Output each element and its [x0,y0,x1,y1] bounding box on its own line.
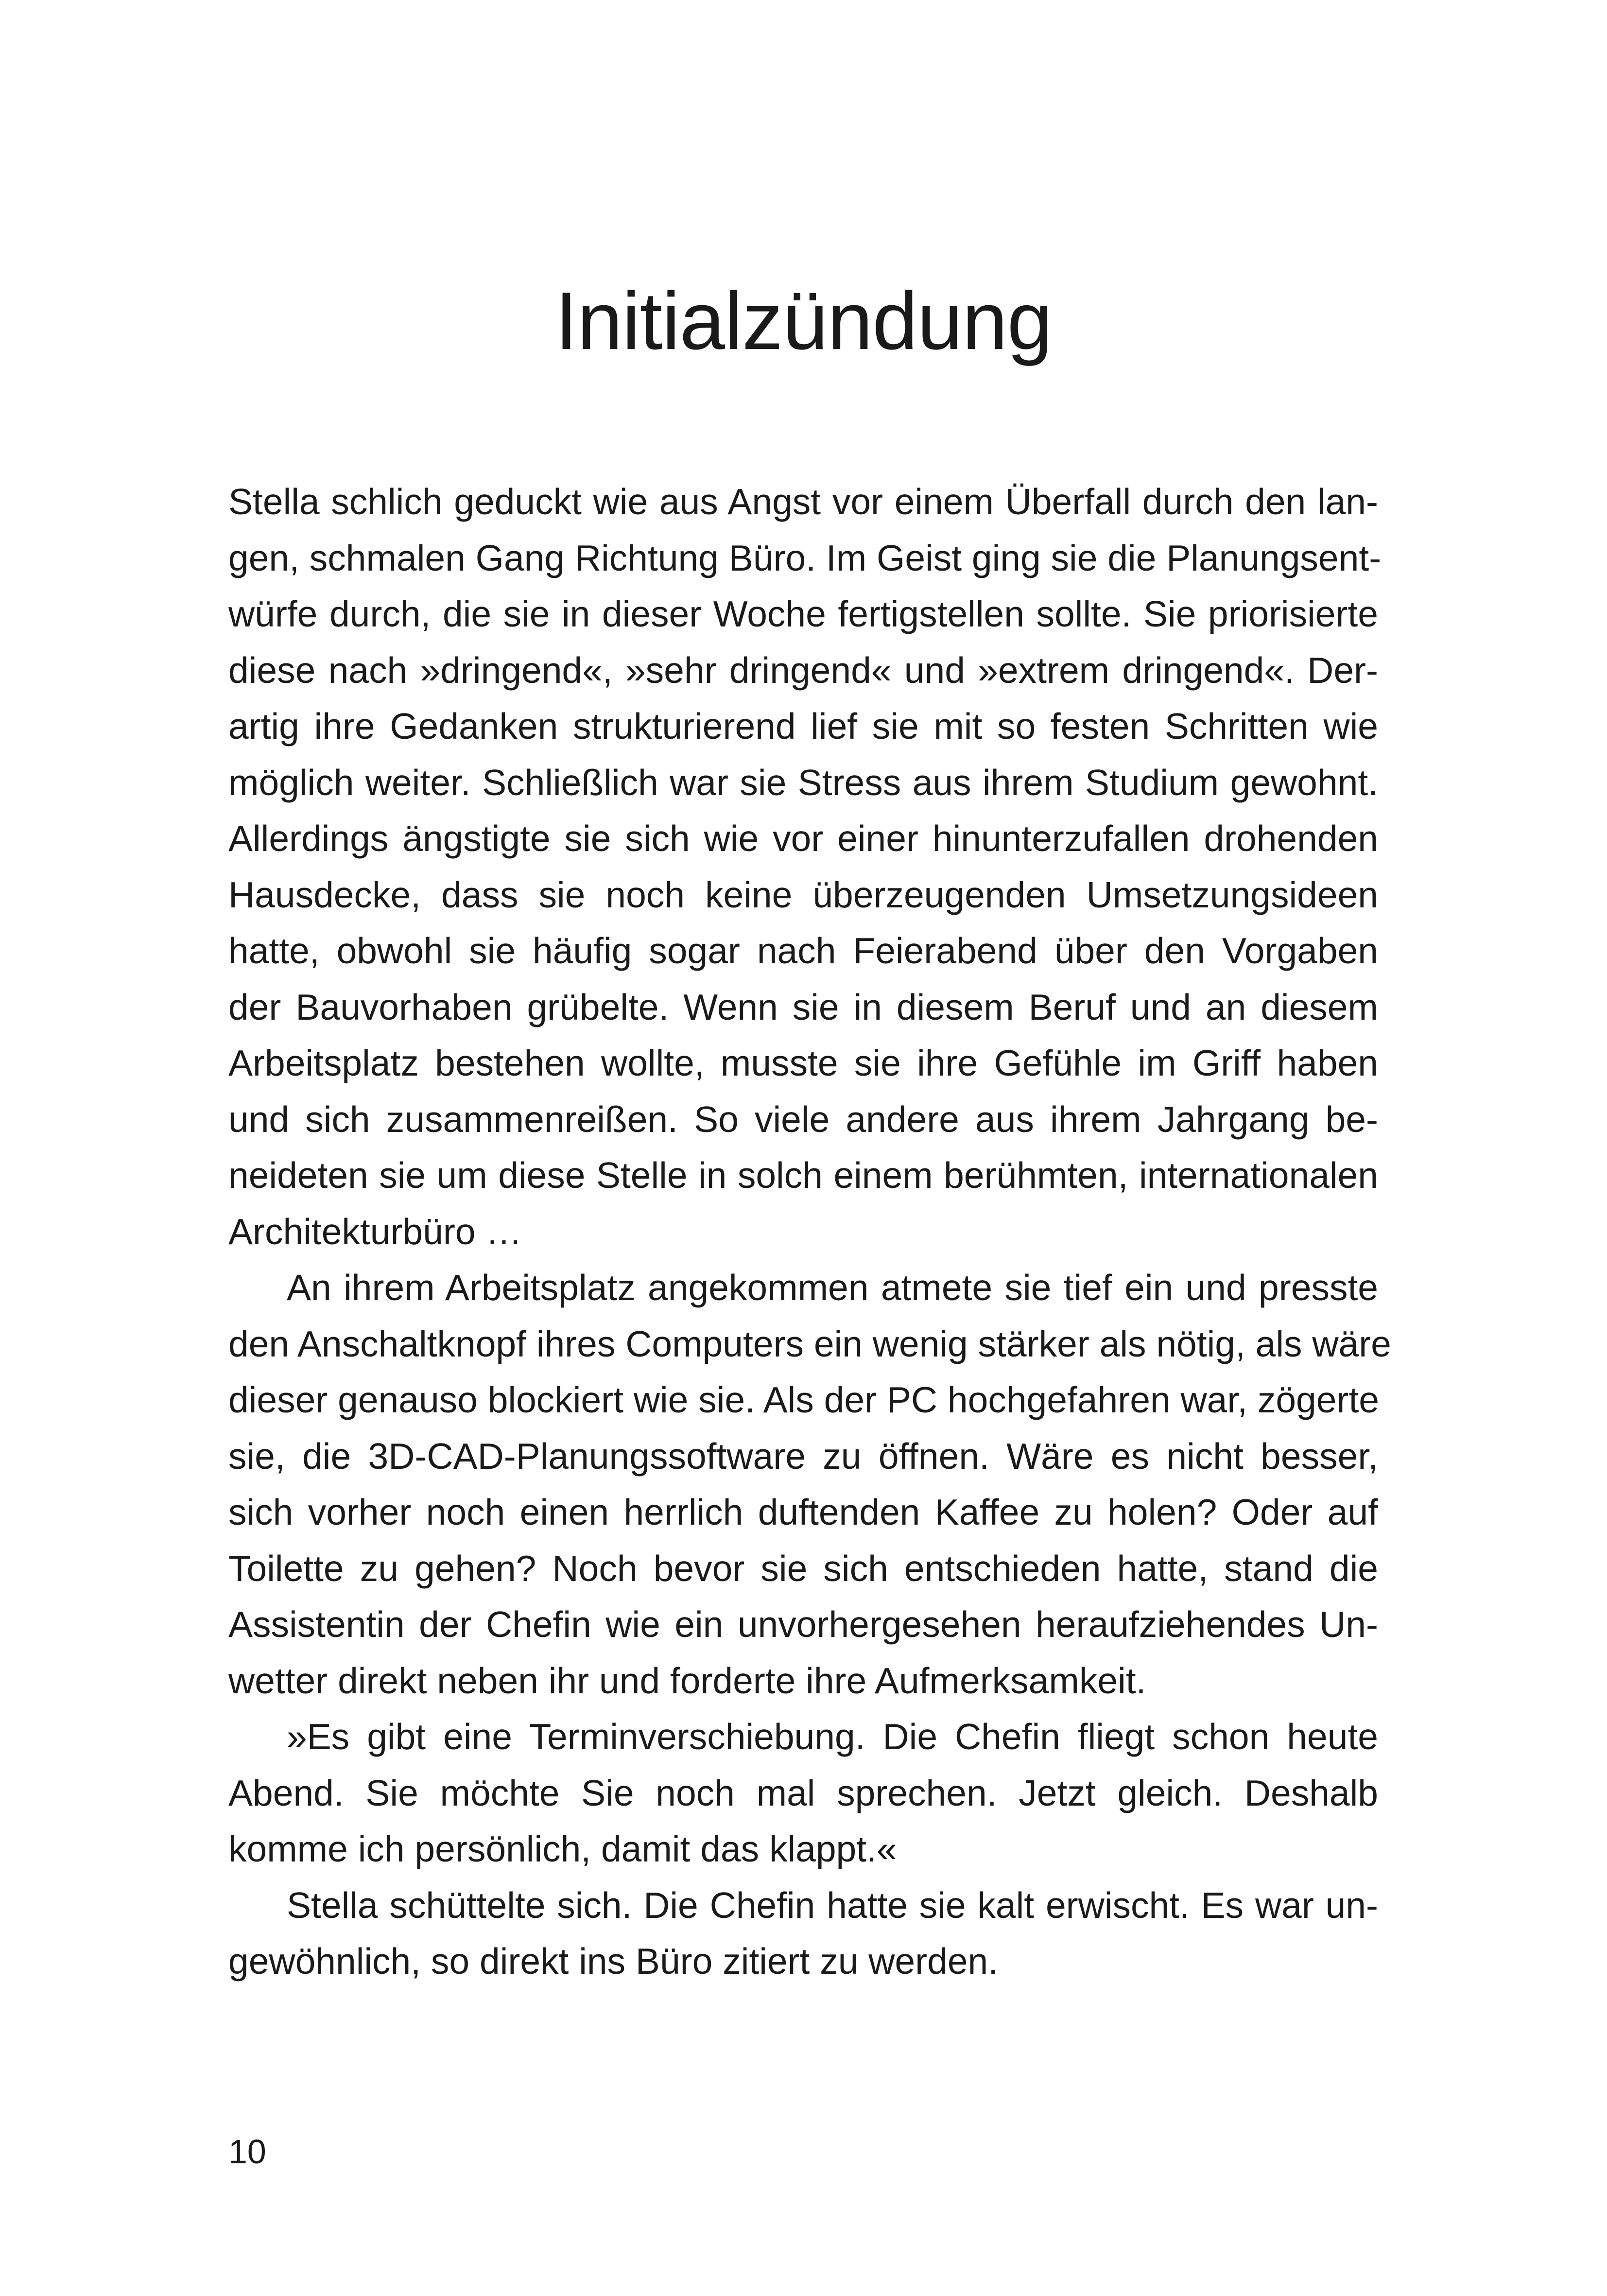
text-line: möglich weiter. Schließlich war sie Stress aus ihrem Studium gewohnt. [228,762,1378,803]
body-text [228,474,1391,1990]
text-line: »Es gibt eine Terminverschiebung. Die Chefin fliegt schon heute [287,1716,1378,1757]
page-number: 10 [228,2133,266,2171]
text-line: sie, die 3D-CAD-Planungssoftware zu öffnen. Wäre es nicht besser, [228,1435,1378,1477]
text-line: artig ihre Gedanken strukturierend lief sie mit so festen Schritten wie [228,706,1378,747]
text-line: würfe durch, die sie in dieser Woche fertigstellen sollte. Sie priorisierte [228,593,1378,634]
text-line: gewöhnlich, so direkt ins Büro zitiert zu werden. [228,1941,999,1982]
text-line: komme ich persönlich, damit das klappt.« [228,1828,897,1869]
text-line: neideten sie um diese Stelle in solch einem berühmten, internationalen [228,1155,1378,1196]
text-line: Architekturbüro … [228,1211,522,1252]
text-line: Abend. Sie möchte Sie noch mal sprechen. Jetzt gleich. Deshalb [228,1772,1378,1813]
text-line: Stella schüttelte sich. Die Chefin hatte sie kalt erwischt. Es war un- [287,1884,1378,1926]
text-line: sich vorher noch einen herrlich duftenden Kaffee zu holen? Oder auf [228,1492,1378,1532]
text-line: Assistentin der Chefin wie ein unvorhergesehen heraufziehendes Un- [228,1604,1378,1645]
text-line: Hausdecke, dass sie noch keine überzeugenden Umsetzungsideen [228,874,1378,915]
text-line: diese nach »dringend«, »sehr dringend« und »extrem dringend«. Der- [228,649,1378,691]
text-line: An ihrem Arbeitsplatz angekommen atmete sie tief ein und presste [287,1267,1378,1308]
text-line: gen, schmalen Gang Richtung Büro. Im Geist ging sie die Planungsent- [228,537,1382,578]
chapter-title: Initialzündung [555,275,1052,366]
text-line: wetter direkt neben ihr und forderte ihre Aufmerksamkeit. [228,1660,1146,1701]
text-line: und sich zusammenreißen. So viele andere aus ihrem Jahrgang be- [228,1098,1378,1140]
text-line: Toilette zu gehen? Noch bevor sie sich entschieden hatte, stand die [228,1548,1378,1589]
text-line: Allerdings ängstigte sie sich wie vor einer hinunterzufallen drohenden [228,818,1378,859]
text-line: dieser genauso blockiert wie sie. Als der PC hochgefahren war, zögerte [228,1379,1379,1420]
text-line: hatte, obwohl sie häufig sogar nach Feierabend über den Vorgaben [228,930,1378,971]
text-line: der Bauvorhaben grübelte. Wenn sie in diesem Beruf und an diesem [228,986,1378,1027]
text-line: den Anschaltknopf ihres Computers ein wenig stärker als nötig, als wäre [228,1323,1391,1364]
text-line: Stella schlich geduckt wie aus Angst vor einem Überfall durch den lan- [228,481,1378,522]
text-line: Arbeitsplatz bestehen wollte, musste sie ihre Gefühle im Griff haben [228,1043,1378,1083]
